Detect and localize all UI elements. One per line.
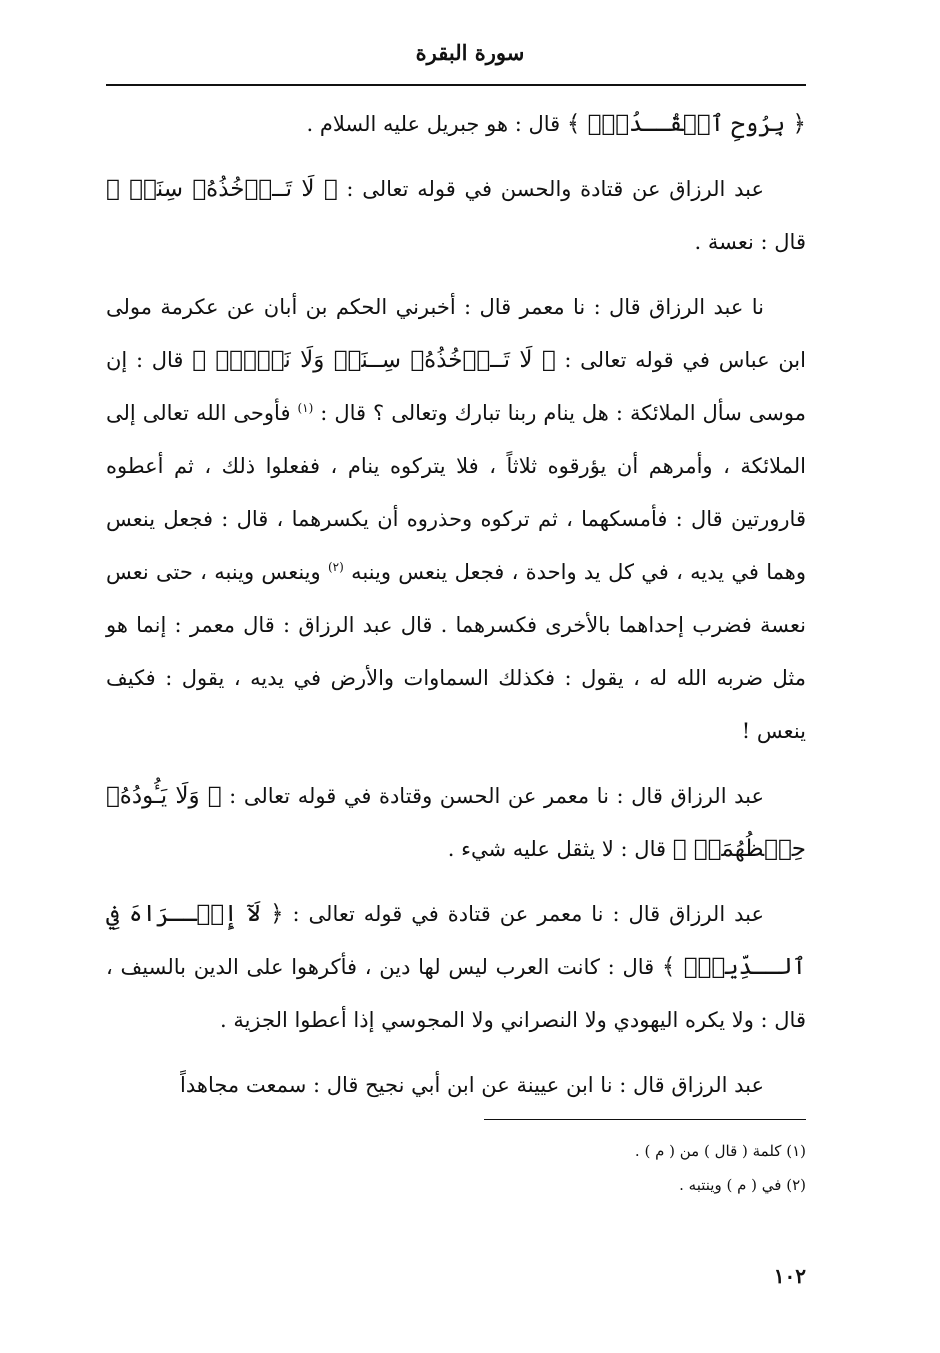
paragraph-text: قال : إن موسى سأل الملائكة : هل ينام ربنا تبارك وتعالى ؟ قال : <box>106 348 806 425</box>
paragraph-text: قال : هو جبريل عليه السلام . <box>306 112 567 136</box>
main-text <box>106 98 806 1124</box>
quran-verse: ﴿ لَا تَــأۡخُذُهُۥ سِــنَةٞ وَلَا نَوۡمٞۚ ﴾ <box>192 347 556 373</box>
header-rule <box>106 84 806 86</box>
paragraph-5 <box>106 888 806 1047</box>
paragraph-text: قال : لا يثقل عليه شيء . <box>447 837 673 861</box>
paragraph-4 <box>106 770 806 876</box>
footnote-marker-2: (٢) <box>327 560 344 574</box>
paragraph-3 <box>106 281 806 758</box>
running-header: سورة البقرة <box>415 40 525 65</box>
footnote-rule <box>484 1119 806 1120</box>
quran-verse: ﴿ وَلَا يَـُٔودُهُۥ حِفۡظُهُمَاۚ ﴾ <box>106 783 806 862</box>
paragraph-text: عبد الرزاق قال : نا معمر عن قتادة في قوله تعالى : <box>283 902 764 926</box>
paragraph-text: قال : كانت العرب ليس لها دين ، فأكرهوا على الدين بالسيف ، قال : ولا يكره اليهودي ولا النصراني ولا المجوسي إذا أعطوا الجزية . <box>106 955 806 1032</box>
footnote-1: (١) كلمة ( قال ) من ( م ) . <box>634 1142 806 1160</box>
paragraph-text: فأوحى الله تعالى إلى الملائكة ، وأمرهم أن يؤرقوه ثلاثاً ، فلا يتركوه ينام ، ففعلوا ذلك ، ثم أعطوه قارورتين قال : فأمسكهما ، ثم تركوه وحذروه أن يكسرهما ، قال : فجعل ينعس وهما في يديه ، في كل يد واحدة ، فجعل ينعس وينبه <box>106 401 807 584</box>
quran-verse: ﴿ لَآ إِكۡــرَاهَ فِي ٱلــدِّينِۖ ﴾ <box>106 901 807 980</box>
paragraph-text: قال : نعسة . <box>694 230 806 254</box>
paragraph-text: وينعس وينبه ، حتى نعس نعسة فضرب إحداهما بالأخرى فكسرهما . قال عبد الرزاق : قال معمر : إنما هو مثل ضربه الله له ، يقول : فكذلك السماوات والأرض في يديه ، يقول : فكيف ينعس ! <box>106 560 806 743</box>
quran-verse: ﴿ بِرُوحِ ٱلۡقُــدُسِۗ ﴾ <box>566 111 806 137</box>
paragraph-text: عبد الرزاق قال : نا ابن عيينة عن ابن أبي نجيح قال : سمعت مجاهداً <box>180 1073 764 1097</box>
footnotes <box>106 1134 806 1202</box>
page-number: ١٠٢ <box>773 1264 806 1288</box>
paragraph-text: عبد الرزاق عن قتادة والحسن في قوله تعالى : <box>337 177 764 201</box>
footnote-marker-1: (١) <box>297 401 314 415</box>
quran-verse: ﴿ لَا تَــأۡخُذُهُۥ سِنَةٞ ﴾ <box>106 176 338 202</box>
paragraph-1 <box>106 98 806 151</box>
paragraph-6 <box>106 1059 806 1112</box>
paragraph-2 <box>106 163 806 269</box>
footnote-2: (٢) في ( م ) وينتبه . <box>679 1176 806 1194</box>
paragraph-text: عبد الرزاق قال : نا معمر عن الحسن وقتادة في قوله تعالى : <box>221 784 765 808</box>
paragraph-text: نا عبد الرزاق قال : نا معمر قال : أخبرني الحكم بن أبان عن عكرمة مولى ابن عباس في قوله تعالى : <box>106 295 806 372</box>
